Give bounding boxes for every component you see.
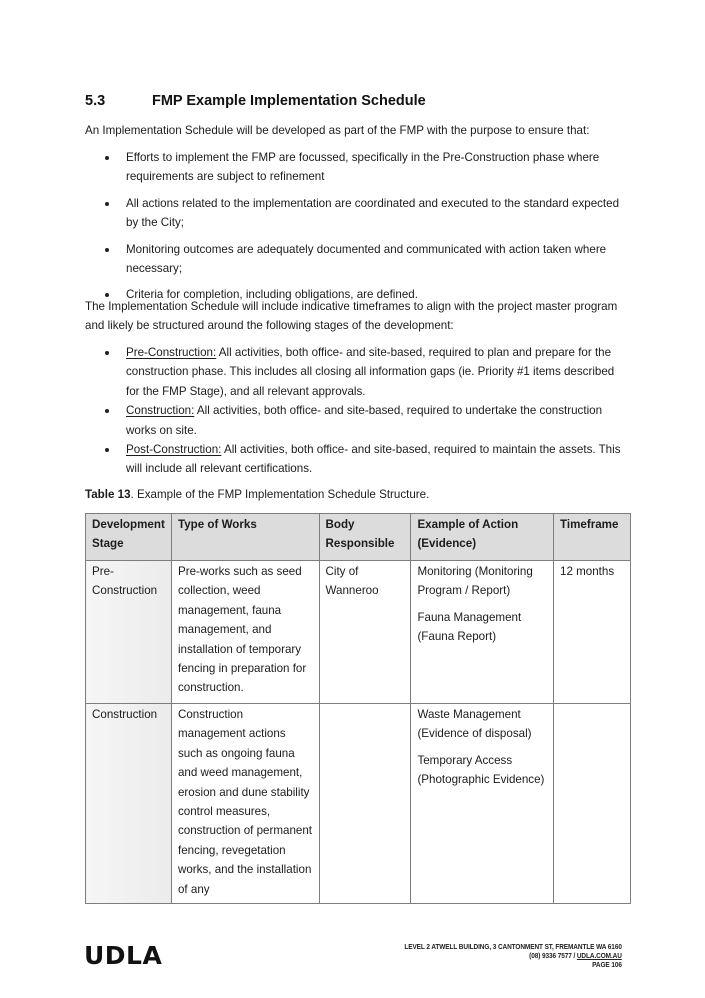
body-cell: City of Wanneroo: [319, 561, 411, 704]
stage-cell: Pre-Construction: [86, 561, 172, 704]
stage-term: Post-Construction:: [126, 443, 222, 457]
actions-cell: Monitoring (Monitoring Program / Report) Fauna Management (Fauna Report): [411, 561, 554, 704]
footer-phone-web: (08) 9336 7577 / UDLA.COM.AU: [529, 951, 622, 960]
table-label: Table 13: [85, 488, 131, 501]
footer-contact: [405, 942, 622, 969]
bullet-icon: [105, 156, 109, 160]
bullet-icon: [105, 351, 109, 355]
column-header: Body Responsible: [319, 514, 411, 561]
list-item: Monitoring outcomes are adequately documented and communicated with action taken where necessary;: [85, 240, 630, 279]
column-header: Development Stage: [86, 514, 172, 561]
list-item: Pre-Construction: All activities, both office- and site-based, required to plan and prepare for the construction phase. This includes all closing all information gaps (ie. Priority #1 items described for the FMP Stage), and all relevant approvals.: [85, 343, 630, 401]
table-header-row: [86, 514, 631, 561]
stages-intro-paragraph: The Implementation Schedule will include indicative timeframes to align with the project master program and likely be structured around the following stages of the development:: [85, 300, 618, 333]
timeframe-cell: 12 months: [554, 561, 631, 704]
implementation-schedule-table: [85, 513, 631, 904]
table-row: [86, 704, 631, 904]
bullet-icon: [105, 448, 109, 452]
section-heading: [85, 93, 426, 109]
actions-cell: Waste Management (Evidence of disposal) Temporary Access (Photographic Evidence): [411, 704, 554, 904]
list-item: Efforts to implement the FMP are focussed, specifically in the Pre-Construction phase where requirements are subject to refinement: [85, 148, 630, 187]
purpose-list: [85, 148, 630, 312]
footer-website-link[interactable]: UDLA.COM.AU: [577, 951, 622, 960]
stages-list: [85, 343, 630, 479]
table-caption: Table 13. Example of the FMP Implementation Schedule Structure.: [85, 488, 430, 501]
column-header: Type of Works: [171, 514, 319, 561]
works-cell: Pre-works such as seed collection, weed management, fauna management, and installation of temporary fencing in preparation for construction.: [171, 561, 319, 704]
intro-paragraph: An Implementation Schedule will be developed as part of the FMP with the purpose to ensure that:: [85, 124, 590, 137]
bullet-icon: [105, 248, 109, 252]
stage-term: Pre-Construction:: [126, 346, 217, 359]
footer-phone: (08) 9336 7577: [529, 951, 572, 960]
udla-logo: UDLA: [84, 941, 163, 970]
table-row: [86, 561, 631, 704]
list-item: Criteria for completion, including obligations, are defined.: [85, 285, 630, 304]
section-number: 5.3: [85, 93, 106, 109]
timeframe-cell: [554, 704, 631, 904]
column-header: Timeframe: [554, 514, 631, 561]
bullet-icon: [105, 409, 109, 413]
works-cell: Construction management actions such as ongoing fauna and weed management, erosion and dune stability control measures, construction of permanent fencing, revegetation works, and the installation of any: [171, 704, 319, 904]
body-cell: [319, 704, 411, 904]
stage-term: Construction:: [126, 404, 195, 418]
section-title: FMP Example Implementation Schedule: [152, 93, 426, 109]
list-item: Construction: All activities, both office- and site-based, required to undertake the construction works on site.: [85, 401, 630, 440]
bullet-icon: [105, 202, 109, 206]
list-item: All actions related to the implementation are coordinated and executed to the standard expected by the City;: [85, 194, 630, 233]
list-item: Post-Construction: All activities, both office- and site-based, required to maintain the assets. This will include all relevant certifications.: [85, 440, 630, 479]
page-number: PAGE 106: [592, 960, 622, 969]
column-header: Example of Action (Evidence): [411, 514, 554, 561]
footer-address: LEVEL 2 ATWELL BUILDING, 3 CANTONMENT ST, FREMANTLE WA 6160: [404, 942, 622, 951]
stage-cell: Construction: [86, 704, 172, 904]
